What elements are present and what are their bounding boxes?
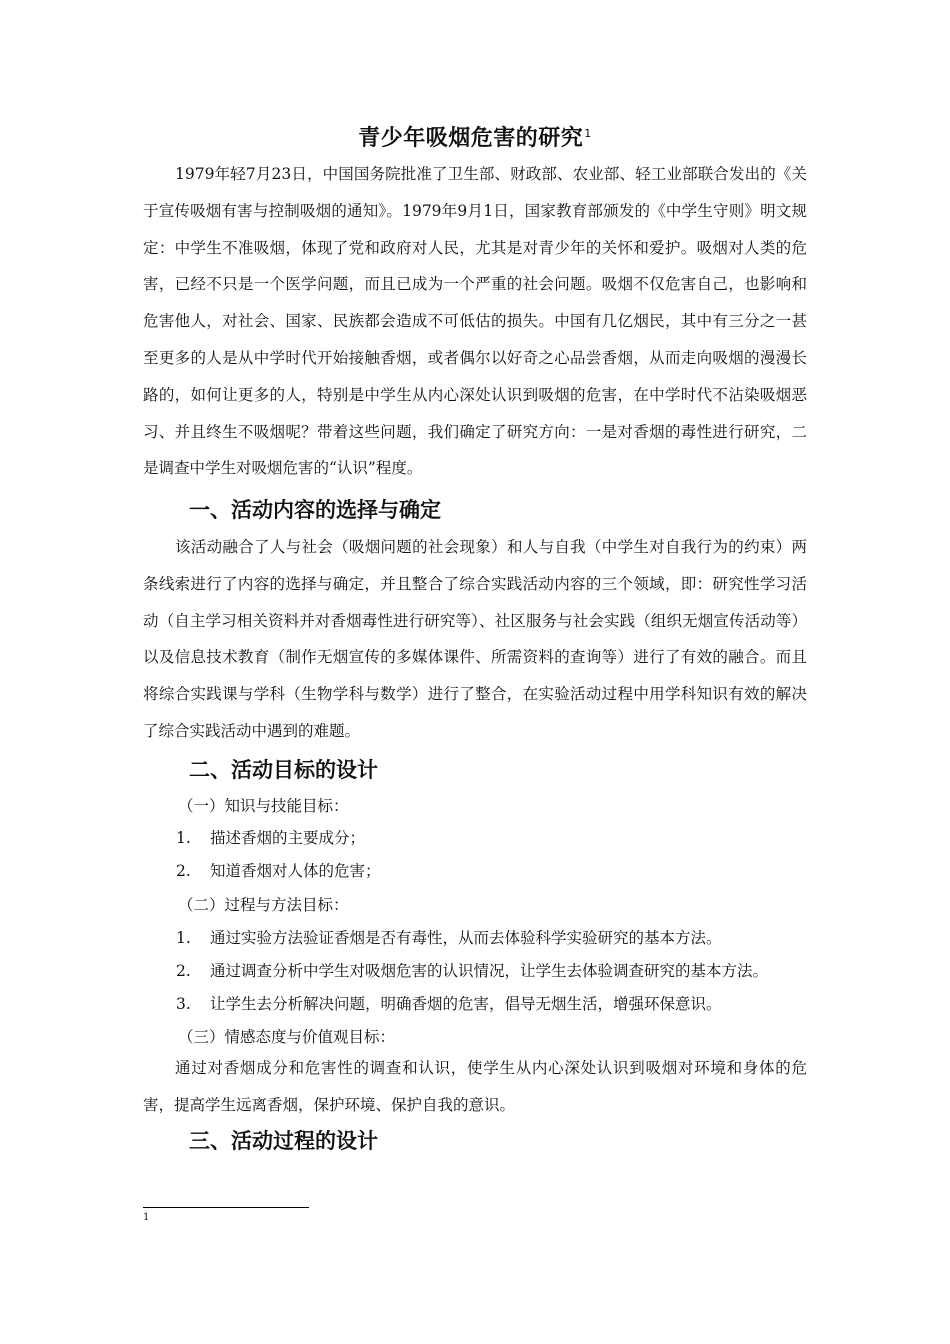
footnote-divider — [143, 1207, 309, 1208]
list-item — [176, 826, 365, 848]
attitude-paragraph: 通过对香烟成分和危害性的调查和认识，使学生从内心深处认识到吸烟对环境和身体的危害，提高学生远离香烟，保护环境、保护自我的意识。 — [143, 1059, 807, 1114]
list-item — [176, 926, 722, 948]
list-item — [176, 959, 768, 981]
list-item-number: 2. — [176, 862, 191, 880]
list-item-number: 2. — [176, 962, 191, 980]
subsection-knowledge-heading: （一）知识与技能目标： — [178, 797, 349, 815]
list-item-text: 描述香烟的主要成分； — [210, 829, 366, 847]
list-item — [176, 992, 722, 1014]
title-text: 青少年吸烟危害的研究 — [358, 126, 584, 151]
subsection-process-heading: （二）过程与方法目标： — [178, 896, 349, 914]
list-item-number: 1. — [176, 929, 191, 947]
list-item-number: 3. — [176, 995, 191, 1013]
footnote: 1 — [143, 1212, 150, 1223]
section-1-paragraph: 该活动融合了人与社会（吸烟问题的社会现象）和人与自我（中学生对自我行为的约束）两条线索进行了内容的选择与确定，并且整合了综合实践活动内容的三个领域，即：研究性学习活动（自主学习相关资料并对香烟毒性进行研究等）、社区服务与社会实践（组织无烟宣传活动等）以及信息技术教育（制作无烟宣传的多媒体课件、所需资料的查询等）进行了有效的融合。而且将综合实践课与学科（生物学科与数学）进行了整合，在实验活动过程中用学科知识有效的解决了综合实践活动中遇到的难题。 — [143, 538, 807, 740]
document-title — [0, 121, 950, 152]
list-item — [176, 859, 381, 881]
list-item-text: 让学生去分析解决问题，明确香烟的危害，倡导无烟生活，增强环保意识。 — [210, 995, 722, 1013]
subsection-attitude-heading: （三）情感态度与价值观目标： — [178, 1028, 396, 1046]
section-1-heading: 一、活动内容的选择与确定 — [189, 498, 441, 522]
list-item-text: 知道香烟对人体的危害； — [210, 862, 381, 880]
list-item-text: 通过实验方法验证香烟是否有毒性，从而去体验科学实验研究的基本方法。 — [210, 929, 722, 947]
list-item-number: 1. — [176, 829, 191, 847]
section-2-heading: 二、活动目标的设计 — [189, 758, 378, 782]
footnote-reference: 1 — [584, 126, 592, 140]
intro-paragraph: 1979年轻7月23日，中国国务院批准了卫生部、财政部、农业部、轻工业部联合发出的《关于宣传吸烟有害与控制吸烟的通知》。1979年9月1日，国家教育部颁发的《中学生守则》明文规定：中学生不准吸烟，体现了党和政府对人民，尤其是对青少年的关怀和爱护。吸烟对人类的危害，已经不只是一个医学问题，而且已成为一个严重的社会问题。吸烟不仅危害自己，也影响和危害他人，对社会、国家、民族都会造成不可低估的损失。中国有几亿烟民，其中有三分之一甚至更多的人是从中学时代开始接触香烟，或者偶尔以好奇之心品尝香烟，从而走向吸烟的漫漫长路的，如何让更多的人，特别是中学生从内心深处认识到吸烟的危害，在中学时代不沾染吸烟恶习、并且终生不吸烟呢？带着这些问题，我们确定了研究方向：一是对香烟的毒性进行研究，二是调查中学生对吸烟危害的“认识”程度。 — [143, 165, 807, 478]
list-item-text: 通过调查分析中学生对吸烟危害的认识情况，让学生去体验调查研究的基本方法。 — [210, 962, 769, 980]
section-3-heading: 三、活动过程的设计 — [189, 1129, 378, 1153]
